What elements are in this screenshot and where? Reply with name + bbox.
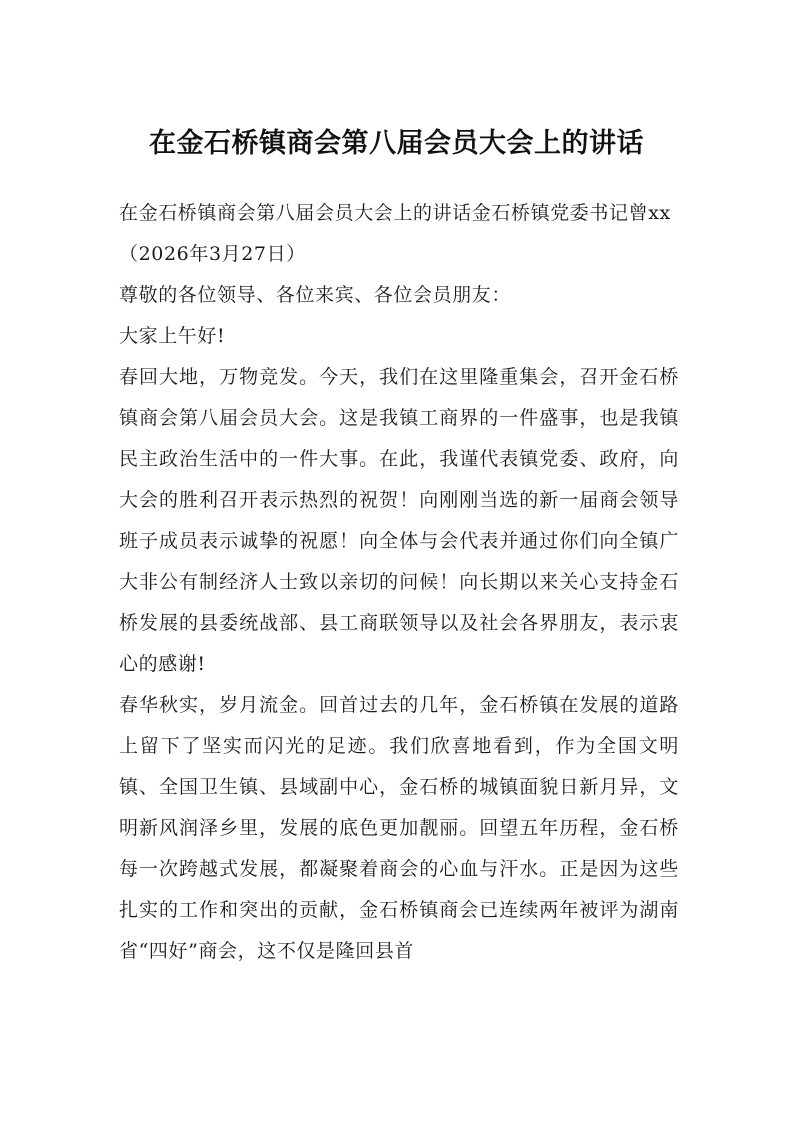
document-body	[119, 193, 679, 972]
paragraph-subtitle: 在金石桥镇商会第八届会员大会上的讲话金石桥镇党委书记曾xx	[119, 202, 671, 224]
paragraph-greeting: 大家上午好!	[119, 325, 226, 347]
paragraph-salutation: 尊敬的各位领导、各位来宾、各位会员朋友：	[119, 284, 512, 306]
paragraph-opening: 春回大地，万物竞发。今天，我们在这里隆重集会，召开金石桥镇商会第八届会员大会。这是我镇工商界的一件盛事，也是我镇民主政治生活中的一件大事。在此，我谨代表镇党委、政府，向大会的胜利召开表示热烈的祝贺！向刚刚当选的新一届商会领导班子成员表示诚挚的祝愿！向全体与会代表并通过你们向全镇广大非公有制经济人士致以亲切的问候！向长期以来关心支持金石桥发展的县委统战部、县工商联领导以及社会各界朋友，表示衷心的感谢!	[119, 366, 679, 675]
document-title: 在金石桥镇商会第八届会员大会上的讲话	[149, 128, 644, 159]
paragraph-date: （2026年3月27日）	[119, 243, 306, 265]
paragraph-review: 春华秋实，岁月流金。回首过去的几年，金石桥镇在发展的道路上留下了坚实而闪光的足迹。我们欣喜地看到，作为全国文明镇、全国卫生镇、县域副中心，金石桥的城镇面貌日新月异，文明新风润泽乡里，发展的底色更加靓丽。回望五年历程，金石桥每一次跨越式发展，都凝聚着商会的心血与汗水。正是因为这些扎实的工作和突出的贡献，金石桥镇商会已连续两年被评为湖南省“四好”商会，这不仅是隆回县首	[119, 694, 679, 962]
